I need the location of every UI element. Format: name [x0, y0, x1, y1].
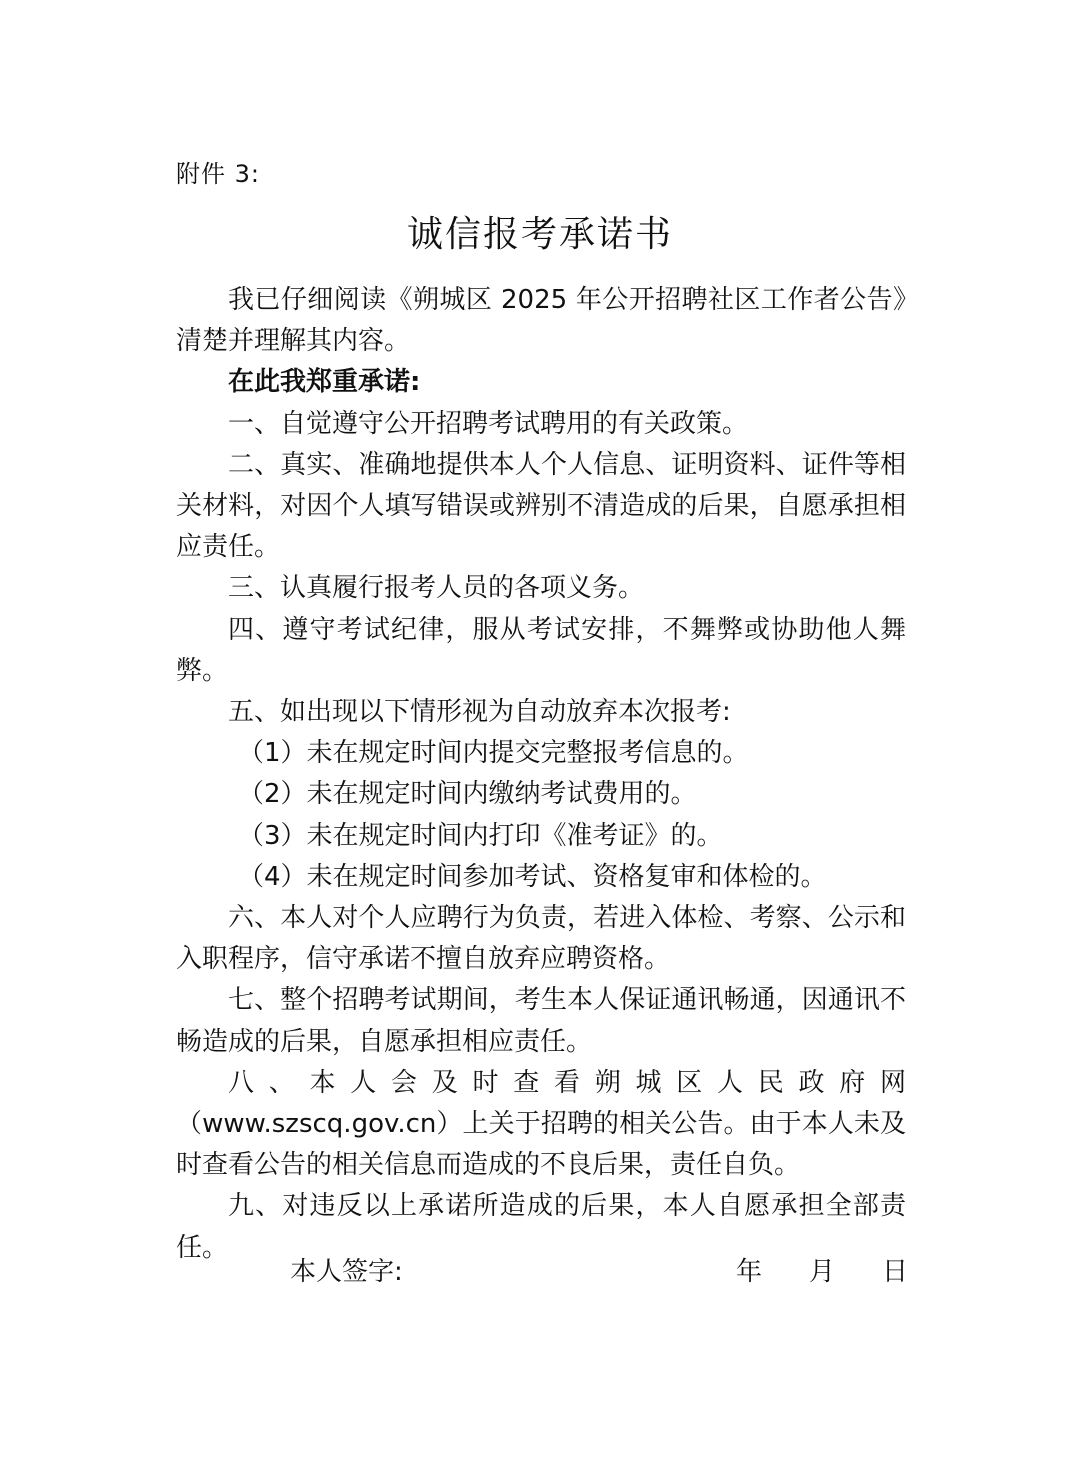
document-title: 诚信报考承诺书	[406, 214, 673, 255]
pledge-subitem-3: （3）未在规定时间内打印《准考证》的。	[238, 820, 723, 851]
date-month: 月	[808, 1257, 835, 1287]
pledge-item-4: 四、遵守考试纪律，服从考试安排，不舞弊或协助他人舞弊。	[176, 614, 906, 686]
pledge-subitem-2: （2）未在规定时间内缴纳考试费用的。	[238, 779, 697, 810]
pledge-subitem-4: （4）未在规定时间参加考试、资格复审和体检的。	[238, 861, 827, 892]
pledge-item-5: 五、如出现以下情形视为自动放弃本次报考:	[228, 697, 731, 728]
date-row	[736, 1252, 908, 1292]
pledge-item-2: 二、真实、准确地提供本人个人信息、证明资料、证件等相关材料，对因个人填写错误或辨别不清造成的后果，自愿承担相应责任。	[176, 449, 906, 563]
pledge-item-9: 九、对违反以上承诺所造成的后果，本人自愿承担全部责任。	[176, 1191, 906, 1263]
document-body	[176, 280, 906, 1269]
intro-paragraph: 我已仔细阅读《朔城区 2025 年公开招聘社区工作者公告》清楚并理解其内容。	[176, 285, 906, 357]
pledge-item-1: 一、自觉遵守公开招聘考试聘用的有关政策。	[228, 408, 749, 439]
pledge-item-8-line: 八、本人会及时查看朔城区人民政府网	[228, 1067, 906, 1098]
date-year: 年	[736, 1257, 763, 1287]
pledge-item-8-cont: （www.szscq.gov.cn）上关于招聘的相关公告。由于本人未及时查看公告的相关信息而造成的不良后果，责任自负。	[176, 1109, 906, 1181]
pledge-item-6: 六、本人对个人应聘行为负责，若进入体检、考察、公示和入职程序，信守承诺不擅自放弃应聘资格。	[176, 903, 906, 975]
signature-label: 本人签字:	[290, 1257, 403, 1287]
pledge-item-7: 七、整个招聘考试期间，考生本人保证通讯畅通，因通讯不畅造成的后果，自愿承担相应责任。	[176, 985, 906, 1057]
attachment-label: 附件 3:	[176, 160, 260, 188]
pledge-subitem-1: （1）未在规定时间内提交完整报考信息的。	[238, 738, 749, 769]
pledge-item-3: 三、认真履行报考人员的各项义务。	[228, 573, 645, 604]
pledge-heading: 在此我郑重承诺:	[228, 367, 421, 398]
date-day: 日	[881, 1257, 908, 1287]
